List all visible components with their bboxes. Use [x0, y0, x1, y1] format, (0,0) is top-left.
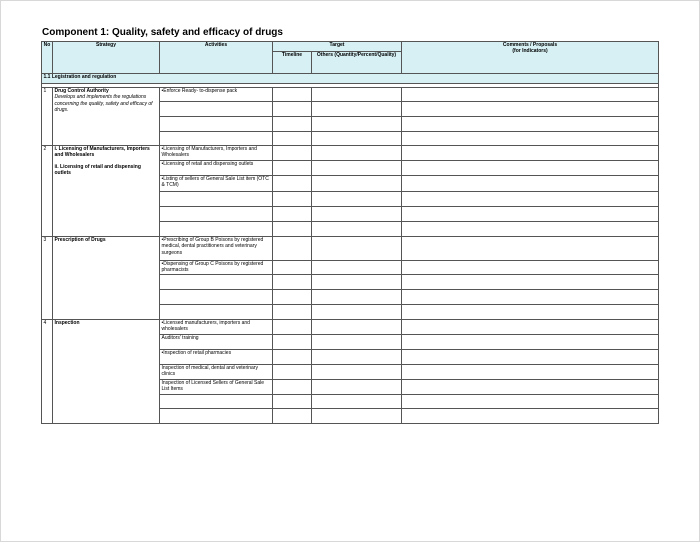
- strategy-cell: [53, 146, 160, 237]
- section-heading: 1.1 Legistration and regulation: [42, 74, 659, 84]
- timeline-cell[interactable]: [273, 102, 312, 117]
- activity-cell: [160, 409, 273, 424]
- others-cell[interactable]: [312, 395, 402, 409]
- table-row: [42, 146, 659, 161]
- strategy-cell: [53, 320, 160, 424]
- others-cell[interactable]: [312, 88, 402, 102]
- strategy-cell: [53, 237, 160, 320]
- comments-cell[interactable]: [402, 290, 659, 305]
- row-number: 4: [42, 320, 53, 424]
- comments-cell[interactable]: [402, 320, 659, 335]
- others-cell[interactable]: [312, 237, 402, 261]
- activity-cell: [160, 117, 273, 132]
- strategy-title: Prescription of Drugs: [54, 237, 106, 243]
- activity-cell: Inspection of medical, dental and veterinary clinics: [160, 365, 273, 380]
- activity-cell: •Inspection of retail pharmacies: [160, 350, 273, 365]
- timeline-cell[interactable]: [273, 261, 312, 275]
- others-cell[interactable]: [312, 261, 402, 275]
- activity-cell: •Enforce Ready- to-dispense pack: [160, 88, 273, 102]
- activity-cell: [160, 305, 273, 320]
- comments-cell[interactable]: [402, 335, 659, 350]
- activity-cell: •Licensing of Manufacturers, Importers and Wholesalers: [160, 146, 273, 161]
- timeline-cell[interactable]: [273, 88, 312, 102]
- timeline-cell[interactable]: [273, 237, 312, 261]
- comments-cell[interactable]: [402, 261, 659, 275]
- timeline-cell[interactable]: [273, 207, 312, 222]
- page-title: Component 1: Quality, safety and efficacy of drugs: [42, 27, 283, 38]
- comments-cell[interactable]: [402, 88, 659, 102]
- strategy-cell: [53, 88, 160, 146]
- strategy-title-2: ii. Licensing of retail and dispensing outlets: [54, 163, 141, 176]
- table-row: [42, 237, 659, 261]
- comments-cell[interactable]: [402, 275, 659, 290]
- comments-cell[interactable]: [402, 365, 659, 380]
- activity-cell: [160, 275, 273, 290]
- row-number: 2: [42, 146, 53, 237]
- activity-cell: •Listing of sellers of General Sale List item (OTC & TCM): [160, 176, 273, 192]
- activity-cell: •Licensing of retail and dispensing outlets: [160, 161, 273, 176]
- activity-cell: Inspection of Licensed Sellers of General Sale List Items: [160, 380, 273, 395]
- others-cell[interactable]: [312, 207, 402, 222]
- timeline-cell[interactable]: [273, 365, 312, 380]
- activity-cell: [160, 207, 273, 222]
- comments-cell[interactable]: [402, 350, 659, 365]
- others-cell[interactable]: [312, 146, 402, 161]
- timeline-cell[interactable]: [273, 146, 312, 161]
- others-cell[interactable]: [312, 102, 402, 117]
- timeline-cell[interactable]: [273, 132, 312, 146]
- row-number: 3: [42, 237, 53, 320]
- others-cell[interactable]: [312, 380, 402, 395]
- table-row: [42, 88, 659, 102]
- timeline-cell[interactable]: [273, 161, 312, 176]
- strategy-title: Inspection: [54, 320, 80, 326]
- others-cell[interactable]: [312, 290, 402, 305]
- comments-cell[interactable]: [402, 380, 659, 395]
- comments-cell[interactable]: [402, 207, 659, 222]
- comments-cell[interactable]: [402, 132, 659, 146]
- activity-cell: [160, 102, 273, 117]
- col-header-target: Target: [273, 42, 402, 52]
- others-cell[interactable]: [312, 192, 402, 207]
- activity-cell: [160, 395, 273, 409]
- timeline-cell[interactable]: [273, 117, 312, 132]
- col-header-others: Others (Quantity/Percent/Quality): [312, 52, 402, 74]
- activity-cell: [160, 290, 273, 305]
- activity-cell: •Licensed manufacturers, importers and wholesalers: [160, 320, 273, 335]
- timeline-cell[interactable]: [273, 350, 312, 365]
- comments-cell[interactable]: [402, 146, 659, 161]
- comments-cell[interactable]: [402, 409, 659, 424]
- col-header-comments: [402, 42, 659, 74]
- drug-quality-table: [41, 41, 659, 424]
- comments-cell[interactable]: [402, 192, 659, 207]
- comments-cell[interactable]: [402, 237, 659, 261]
- row-number: 1: [42, 88, 53, 146]
- timeline-cell[interactable]: [273, 335, 312, 350]
- timeline-cell[interactable]: [273, 222, 312, 237]
- col-header-timeline: Timeline: [273, 52, 312, 74]
- timeline-cell[interactable]: [273, 176, 312, 192]
- col-header-strategy: Strategy: [53, 42, 160, 74]
- comments-cell[interactable]: [402, 176, 659, 192]
- timeline-cell[interactable]: [273, 290, 312, 305]
- others-cell[interactable]: [312, 132, 402, 146]
- strategy-title: Drug Control Authority: [54, 88, 109, 94]
- timeline-cell[interactable]: [273, 192, 312, 207]
- others-cell[interactable]: [312, 275, 402, 290]
- col-header-no: No: [42, 42, 53, 74]
- activity-cell: [160, 222, 273, 237]
- activity-cell: [160, 192, 273, 207]
- timeline-cell[interactable]: [273, 305, 312, 320]
- timeline-cell[interactable]: [273, 320, 312, 335]
- comments-cell[interactable]: [402, 117, 659, 132]
- activity-cell: Auditors' training: [160, 335, 273, 350]
- activity-cell: •Prescribing of Group B Poisons by registered medical, dental practitioners and veterinary surgeons: [160, 237, 273, 261]
- table-row: [42, 320, 659, 335]
- others-cell[interactable]: [312, 222, 402, 237]
- strategy-title: i. Licensing of Manufacturers, Importers and Wholesalers: [54, 146, 150, 159]
- others-cell[interactable]: [312, 409, 402, 424]
- others-cell[interactable]: [312, 176, 402, 192]
- comments-sublabel: (for Indicators): [512, 48, 548, 55]
- comments-cell[interactable]: [402, 305, 659, 320]
- timeline-cell[interactable]: [273, 380, 312, 395]
- comments-cell[interactable]: [402, 102, 659, 117]
- others-cell[interactable]: [312, 365, 402, 380]
- comments-label: Comments / Proposals: [502, 42, 558, 48]
- timeline-cell[interactable]: [273, 395, 312, 409]
- comments-cell[interactable]: [402, 222, 659, 237]
- others-cell[interactable]: [312, 320, 402, 335]
- activity-cell: [160, 132, 273, 146]
- comments-cell[interactable]: [402, 395, 659, 409]
- others-cell[interactable]: [312, 350, 402, 365]
- comments-cell[interactable]: [402, 161, 659, 176]
- timeline-cell[interactable]: [273, 275, 312, 290]
- strategy-description: Develops and implements the regulations concerning the quality, safety and efficacy of drugs.: [54, 94, 153, 113]
- col-header-activities: Activities: [160, 42, 273, 74]
- others-cell[interactable]: [312, 335, 402, 350]
- activity-cell: •Dispensing of Group C Poisons by registered pharmacists: [160, 261, 273, 275]
- others-cell[interactable]: [312, 161, 402, 176]
- timeline-cell[interactable]: [273, 409, 312, 424]
- others-cell[interactable]: [312, 117, 402, 132]
- others-cell[interactable]: [312, 305, 402, 320]
